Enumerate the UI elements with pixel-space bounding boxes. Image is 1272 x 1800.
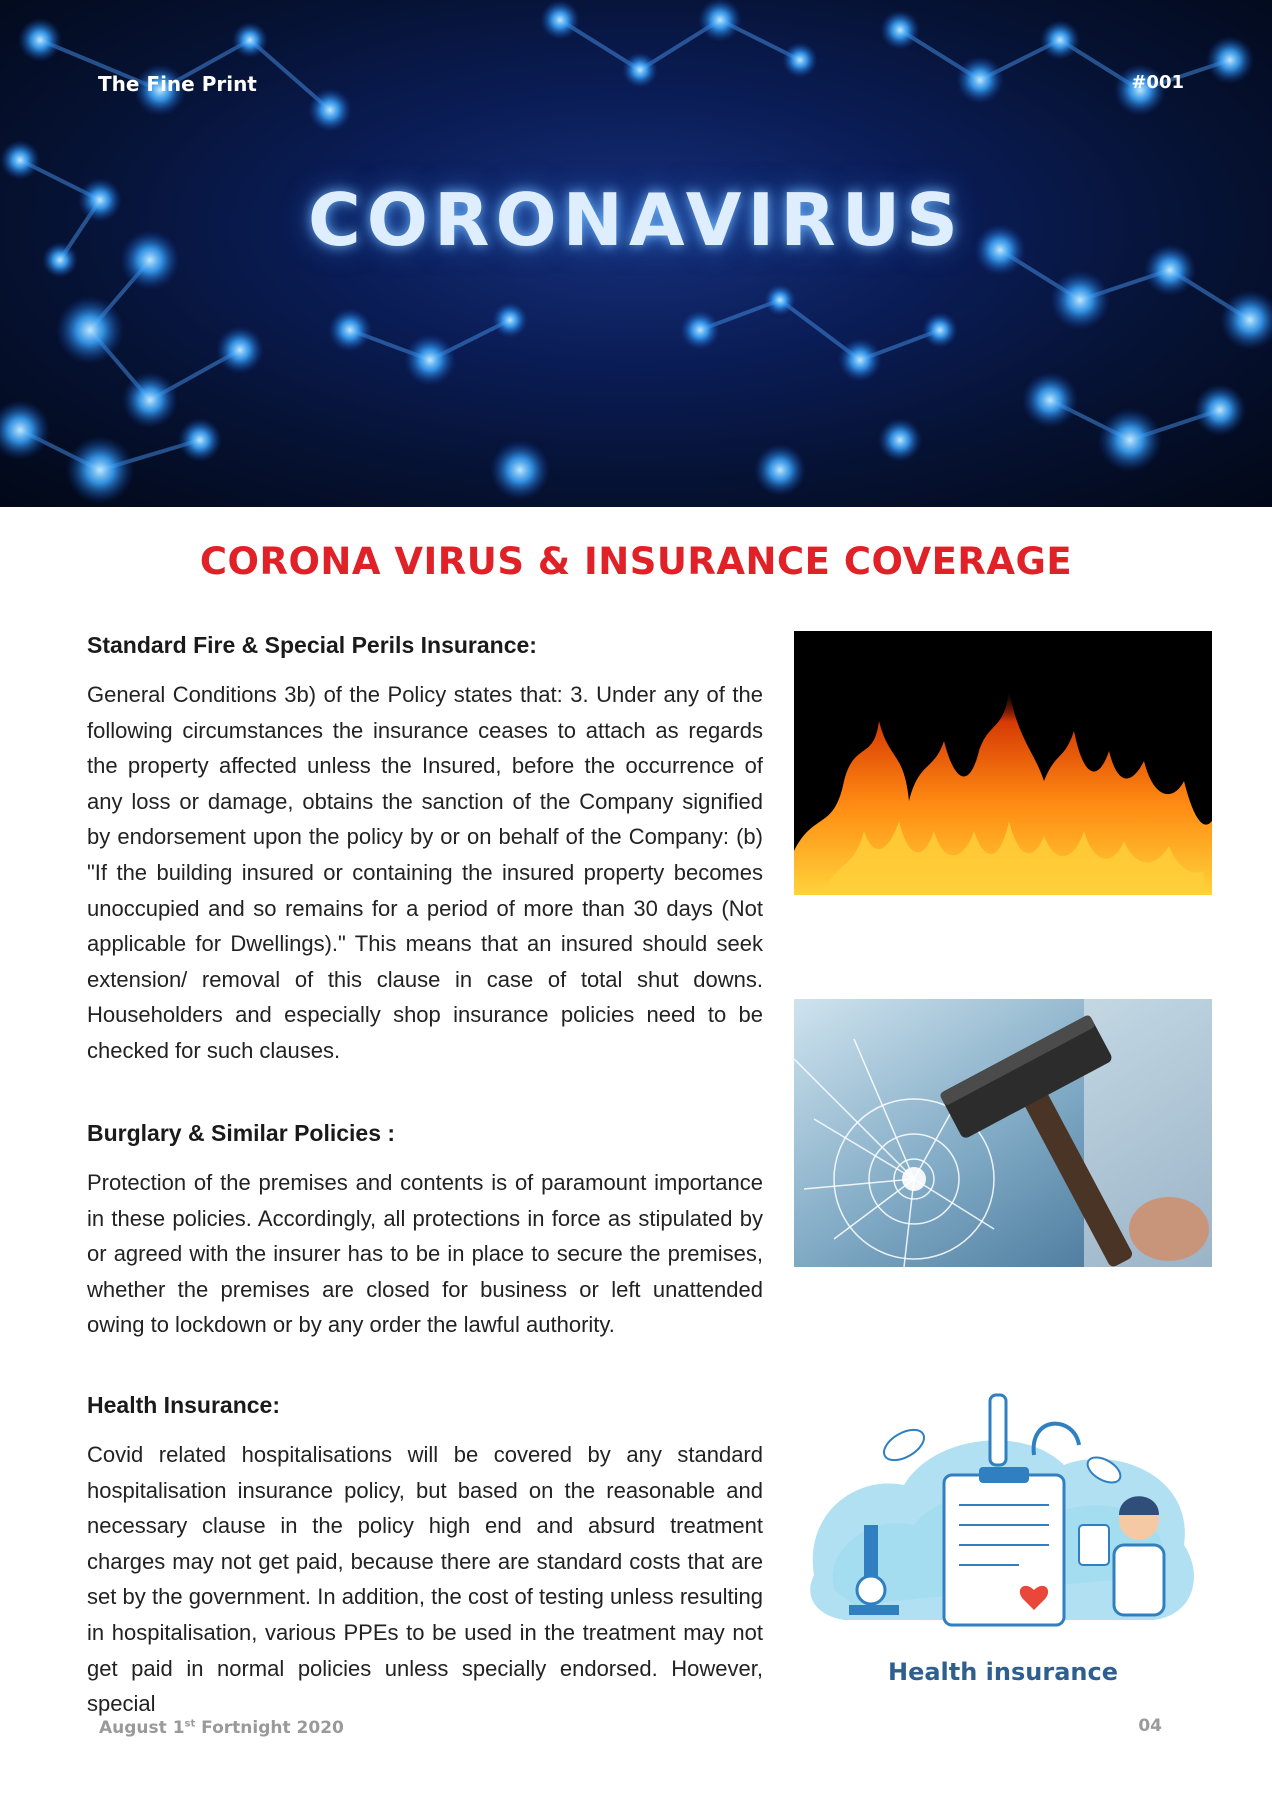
section-burglary-policies	[87, 1120, 763, 1343]
section-heading: Burglary & Similar Policies :	[87, 1120, 396, 1146]
hammer-glass-image	[794, 999, 1212, 1267]
hammer-breaking-glass-icon	[794, 999, 1212, 1267]
banner-word: CORONAVIRUS	[307, 178, 965, 262]
section-body: Covid related hospitalisations will be covered by any standard hospitalisation insurance policy, but based on the reasonable and necessary clause in the policy high end and absurd treatment charges may not get paid, because there are standard costs that are set by the government. In addition, the cost of testing unless resulting in hospitalisation, various PPEs to be used in the treatment may not get paid in normal policies unless specially endorsed. However, special	[87, 1442, 763, 1717]
hero-banner	[0, 0, 1272, 507]
section-heading: Health Insurance:	[87, 1392, 280, 1418]
fire-image	[794, 631, 1212, 895]
magazine-name: The Fine Print	[98, 72, 257, 96]
issue-date	[99, 1718, 344, 1738]
section-body: Protection of the premises and contents is of paramount importance in these policies. Accordingly, all protections in force as stipulated by or agreed with the insurer has to be in place to secure the premises, whether the premises are closed for business or left unattended owing to lockdown or by any order the lawful authority.	[87, 1170, 763, 1338]
date-prefix: August 1	[99, 1718, 185, 1738]
issue-number: #001	[1131, 72, 1184, 93]
health-insurance-caption: Health insurance	[887, 1658, 1118, 1686]
page-number: 04	[1138, 1716, 1162, 1736]
section-health-insurance	[87, 1392, 763, 1722]
article-headline: CORONA VIRUS & INSURANCE COVERAGE	[199, 540, 1073, 583]
section-body: General Conditions 3b) of the Policy states that: 3. Under any of the following circumstances the insurance ceases to attach as regards the property affected unless the Insured, before the occurrence of any loss or damage, obtains the sanction of the Company signified by endorsement upon the policy by or on behalf of the Company: (b) "If the building insured or containing the insured property becomes unoccupied and so remains for a period of more than 30 days (Not applicable for Dwellings)." This means that an insured should seek extension/ removal of this clause in case of total shut downs. Householders and especially shop insurance policies need to be checked for such clauses.	[87, 682, 763, 1063]
section-fire-insurance	[87, 632, 763, 1069]
health-insurance-image	[794, 1375, 1212, 1690]
date-superscript: st	[184, 1718, 196, 1730]
fire-flames-icon	[794, 631, 1212, 895]
section-heading: Standard Fire & Special Perils Insurance:	[87, 632, 537, 658]
date-suffix: Fortnight 2020	[195, 1718, 344, 1738]
health-insurance-illustration	[794, 1375, 1212, 1655]
